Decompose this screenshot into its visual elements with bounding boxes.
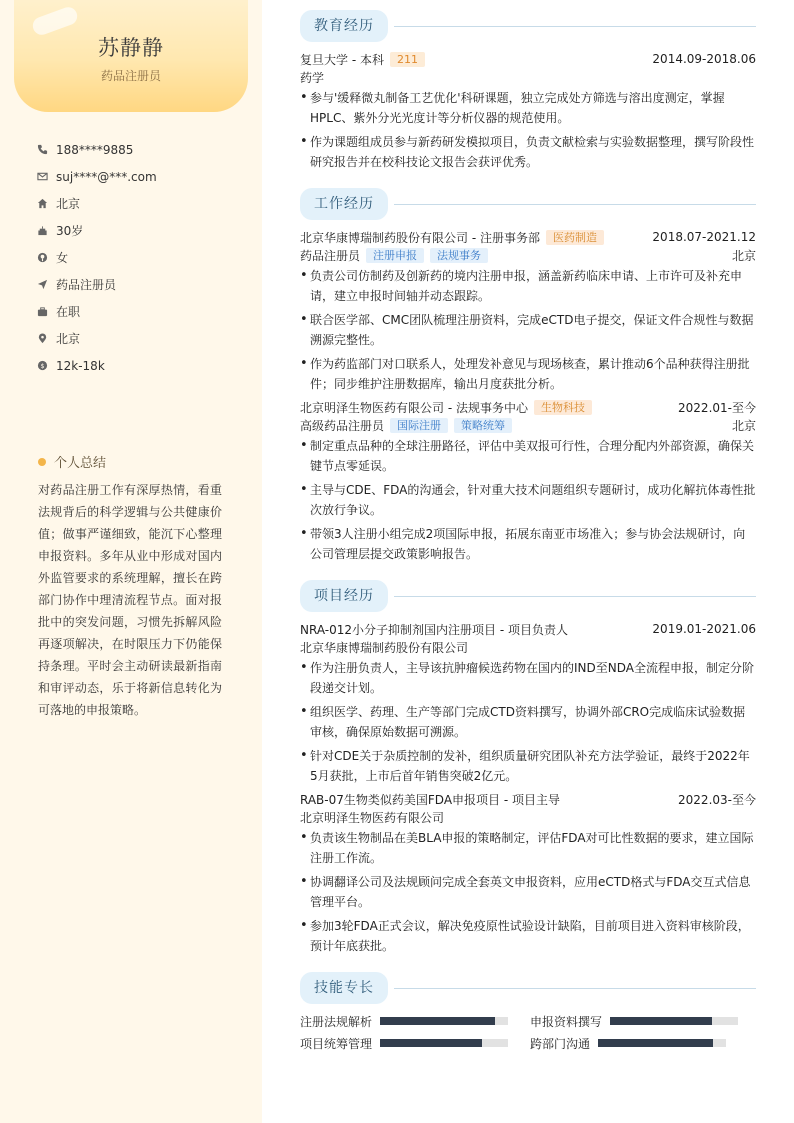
main-content [300, 10, 756, 1052]
skill-item [530, 1012, 756, 1030]
info-text: 北京 [56, 332, 81, 346]
school-tag: 211 [390, 52, 425, 67]
briefcase-icon [36, 306, 48, 318]
info-city [36, 325, 157, 352]
skill-bar-fill [380, 1017, 495, 1025]
position-name: 高级药品注册员 [300, 418, 385, 433]
skill-bar-fill [598, 1039, 713, 1047]
skill-tag: 国际注册 [390, 418, 448, 433]
project-entry [300, 620, 756, 786]
svg-text:$: $ [39, 361, 45, 370]
major: 药学 [300, 70, 325, 85]
education-entry [300, 50, 756, 172]
list-item: • 联合医学部、CMC团队梳理注册资料，完成eCTD电子提交，保证文件合规性与数据溯源完整性。 [300, 310, 756, 350]
home-icon [36, 198, 48, 210]
summary-heading [38, 452, 106, 471]
skill-bar [598, 1039, 726, 1047]
cake-icon [36, 225, 48, 237]
company-name: 北京明泽生物医药有限公司 - 法规事务中心 [300, 400, 528, 415]
skill-bar [380, 1039, 508, 1047]
work-city: 北京 [731, 248, 756, 263]
list-item: • 协调翻译公司及法规顾问完成全套英文申报资料，应用eCTD格式与FDA交互式信息管理平台。 [300, 872, 756, 912]
list-item: • 作为药监部门对口联系人，处理发补意见与现场核查，累计推动6个品种获得注册批件；同步维护注册数据库，输出月度获批分析。 [300, 354, 756, 394]
section-title: 教育经历 [300, 10, 388, 42]
info-text: 12k-18k [56, 358, 105, 373]
section-work [300, 188, 756, 220]
list-item: • 负责该生物制品在美BLA申报的策略制定，评估FDA对可比性数据的要求，建立国际注册工作流。 [300, 828, 756, 868]
skill-item [300, 1012, 530, 1030]
summary-text: 对药品注册工作有深厚热情，看重法规背后的科学逻辑与公共健康价值；做事严谨细致，能沉下心整理申报资料。多年从业中形成对国内外监管要求的系统理解，擅长在跨部门协作中理清流程节点。面对报批中的突发问题，习惯先拆解风险再逐项解决，在时限压力下仍能保持条理。平时会主动研读最新指南和审评动态，乐于将新信息转化为可落地的申报策略。 [38, 483, 222, 717]
skill-item [530, 1034, 756, 1052]
salary-icon [36, 360, 48, 372]
work-entry [300, 228, 756, 394]
info-text: 30岁 [56, 224, 84, 238]
info-residence [36, 190, 157, 217]
info-phone [36, 136, 157, 163]
section-title: 工作经历 [300, 188, 388, 220]
skill-bar [610, 1017, 738, 1025]
skill-name: 申报资料撰写 [530, 1014, 603, 1029]
section-divider [394, 26, 756, 27]
list-item: • 主导与CDE、FDA的沟通会，针对重大技术问题组织专题研讨，成功化解抗体毒性批次放行争议。 [300, 480, 756, 520]
info-text: 在职 [56, 305, 81, 319]
info-gender [36, 244, 157, 271]
industry-tag: 生物科技 [534, 400, 592, 415]
skill-bar-fill [610, 1017, 712, 1025]
project-date: 2022.03-至今 [678, 792, 756, 807]
work-entry [300, 398, 756, 564]
list-item: • 作为注册负责人，主导该抗肿瘤候选药物在国内的IND至NDA全流程申报，制定分阶段递交计划。 [300, 658, 756, 698]
project-date: 2019.01-2021.06 [652, 622, 756, 636]
project-org: 北京华康博瑞制药股份有限公司 [300, 640, 469, 655]
section-divider [394, 988, 756, 989]
list-item: • 参加3轮FDA正式会议，解决免疫原性试验设计缺陷，目前项目进入资料审核阶段，预计年底获批。 [300, 916, 756, 956]
skill-bar [380, 1017, 508, 1025]
skill-tag: 注册申报 [366, 248, 424, 263]
summary-title-text: 个人总结 [54, 456, 107, 471]
bullet-dot-icon [38, 458, 46, 466]
info-age [36, 217, 157, 244]
list-item: • 组织医学、药理、生产等部门完成CTD资料撰写，协调外部CRO完成临床试验数据审核，确保原始数据可溯源。 [300, 702, 756, 742]
section-divider [394, 204, 756, 205]
info-text: 药品注册员 [56, 278, 117, 292]
info-text: suj****@***.com [56, 169, 157, 184]
list-item: • 针对CDE关于杂质控制的发补，组织质量研究团队补充方法学验证，最终于2022年5月获批，上市后首年销售突破2亿元。 [300, 746, 756, 786]
skills-grid [300, 1012, 756, 1052]
work-date: 2018.07-2021.12 [652, 230, 756, 244]
list-item: • 制定重点品种的全球注册路径，评估中美双报可行性，合理分配内外部资源，确保关键节点零延误。 [300, 436, 756, 476]
sidebar [0, 0, 262, 1123]
work-date: 2022.01-至今 [678, 400, 756, 415]
contact-info [36, 136, 157, 379]
school-name: 复旦大学 - 本科 [300, 52, 384, 67]
section-title: 项目经历 [300, 580, 388, 612]
location-pin-icon [36, 333, 48, 345]
info-salary [36, 352, 157, 379]
education-date: 2014.09-2018.06 [652, 52, 756, 66]
info-text: 女 [56, 251, 69, 265]
info-text: 188****9885 [56, 142, 134, 157]
position-name: 药品注册员 [300, 248, 361, 263]
section-title: 技能专长 [300, 972, 388, 1004]
skill-tag: 法规事务 [430, 248, 488, 263]
project-name: NRA-012小分子抑制剂国内注册项目 - 项目负责人 [300, 622, 568, 637]
phone-icon [36, 144, 48, 156]
project-name: RAB-07生物类似药美国FDA申报项目 - 项目主导 [300, 792, 560, 807]
skill-item [300, 1034, 530, 1052]
list-item: • 作为课题组成员参与新药研发模拟项目，负责文献检索与实验数据整理，撰写阶段性研究报告并在校科技论文报告会获评优秀。 [300, 132, 756, 172]
industry-tag: 医药制造 [546, 230, 604, 245]
list-item: • 参与'缓释微丸制备工艺优化'科研课题，独立完成处方筛选与溶出度测定，掌握HPLC、紫外分光光度计等分析仪器的规范使用。 [300, 88, 756, 128]
skill-name: 注册法规解析 [300, 1014, 373, 1029]
skill-name: 项目统筹管理 [300, 1036, 373, 1051]
section-divider [394, 596, 756, 597]
skill-name: 跨部门沟通 [530, 1036, 591, 1051]
project-org: 北京明泽生物医药有限公司 [300, 810, 445, 825]
job-title: 药品注册员 [100, 69, 161, 83]
send-icon [36, 279, 48, 291]
mail-icon [36, 171, 48, 183]
section-skills [300, 972, 756, 1004]
work-city: 北京 [731, 418, 756, 433]
section-education [300, 10, 756, 42]
info-email [36, 163, 157, 190]
person-name: 苏静静 [98, 36, 164, 60]
company-name: 北京华康博瑞制药股份有限公司 - 注册事务部 [300, 230, 540, 245]
skill-bar-fill [380, 1039, 482, 1047]
skill-tag: 策略统筹 [454, 418, 512, 433]
project-entry [300, 790, 756, 956]
gender-icon [36, 252, 48, 264]
list-item: • 带领3人注册小组完成2项国际申报，拓展东南亚市场准入；参与协会法规研讨，向公司管理层提交政策影响报告。 [300, 524, 756, 564]
list-item: • 负责公司仿制药及创新药的境内注册申报，涵盖新药临床申请、上市许可及补充申请，建立申报时间轴并动态跟踪。 [300, 266, 756, 306]
info-text: 北京 [56, 197, 81, 211]
info-position [36, 271, 157, 298]
info-status [36, 298, 157, 325]
section-projects [300, 580, 756, 612]
